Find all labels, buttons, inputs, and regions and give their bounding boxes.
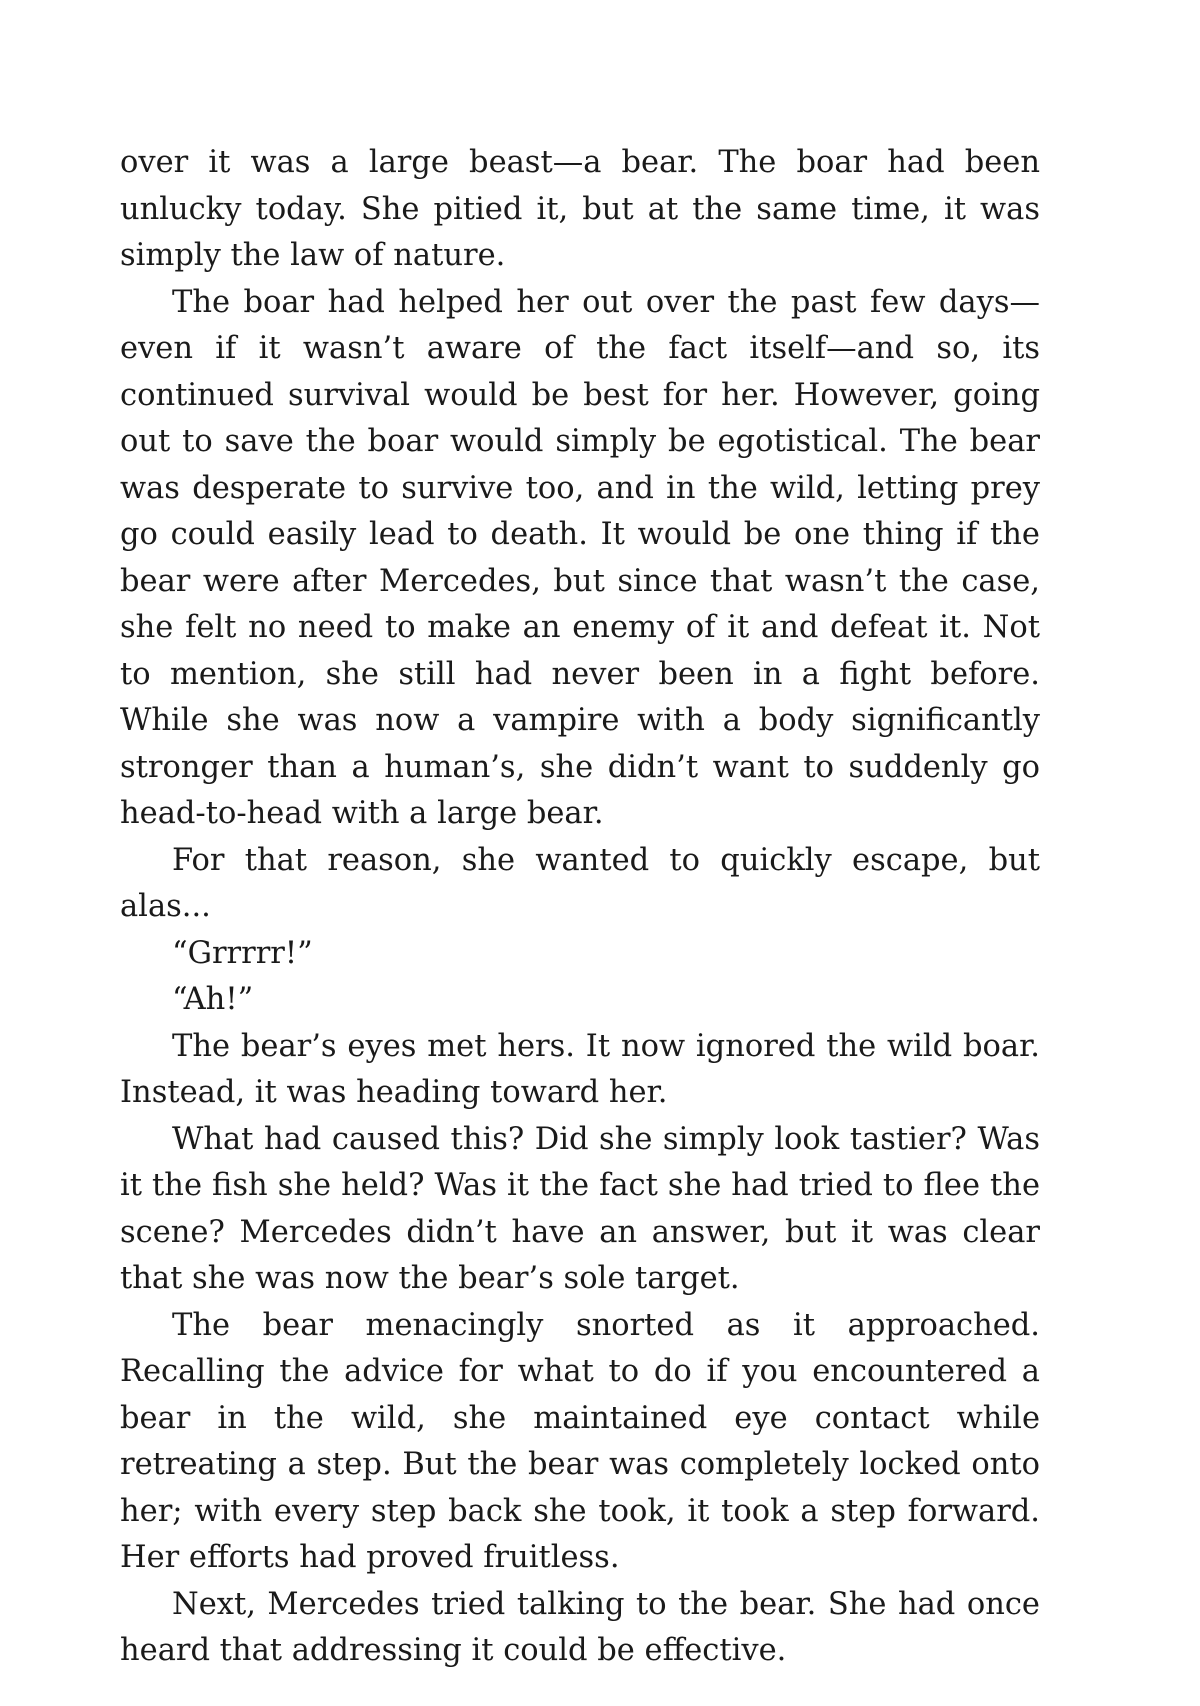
paragraph-9: Next, Mercedes tried talking to the bear. She had once heard that addressing it could be effective. (120, 1586, 1040, 1668)
paragraph-1: over it was a large beast—a bear. The boar had been unlucky today. She pitied it, but at the same time, it was simply the law of nature. (120, 145, 1040, 273)
dialogue-grrrrr: “Grrrrr!” (172, 935, 313, 971)
paragraph-8: The bear menacingly snorted as it approached. Recalling the advice for what to do if you encountered a bear in the wild, she maintained eye contact while retreating a step. But the bear was completely locked onto her; with every step back she took, it took a step forward. Her efforts had proved fruitless. (120, 1307, 1040, 1575)
book-page (120, 140, 1040, 1668)
paragraph-3: For that reason, she wanted to quickly escape, but alas... (120, 842, 1040, 924)
dialogue-ah: “Ah!” (172, 982, 254, 1017)
paragraph-6: The bear’s eyes met hers. It now ignored the wild boar. Instead, it was heading toward her. (120, 1028, 1040, 1110)
paragraph-7: What had caused this? Did she simply look tastier? Was it the fish she held? Was it the fact she had tried to flee the scene? Mercedes didn’t have an answer, but it was clear that she was now the bear’s sole target. (120, 1121, 1040, 1296)
paragraph-2: The boar had helped her out over the past few days—even if it wasn’t aware of the fact itself—and so, its continued survival would be best for her. However, going out to save the boar would simply be egotistical. The bear was desperate to survive too, and in the wild, letting prey go could easily lead to death. It would be one thing if the bear were after Mercedes, but since that wasn’t the case, she felt no need to make an enemy of it and defeat it. Not to mention, she still had never been in a fight before. While she was now a vampire with a body significantly stronger than a human’s, she didn’t want to suddenly go head-to-head with a large bear. (120, 284, 1040, 831)
